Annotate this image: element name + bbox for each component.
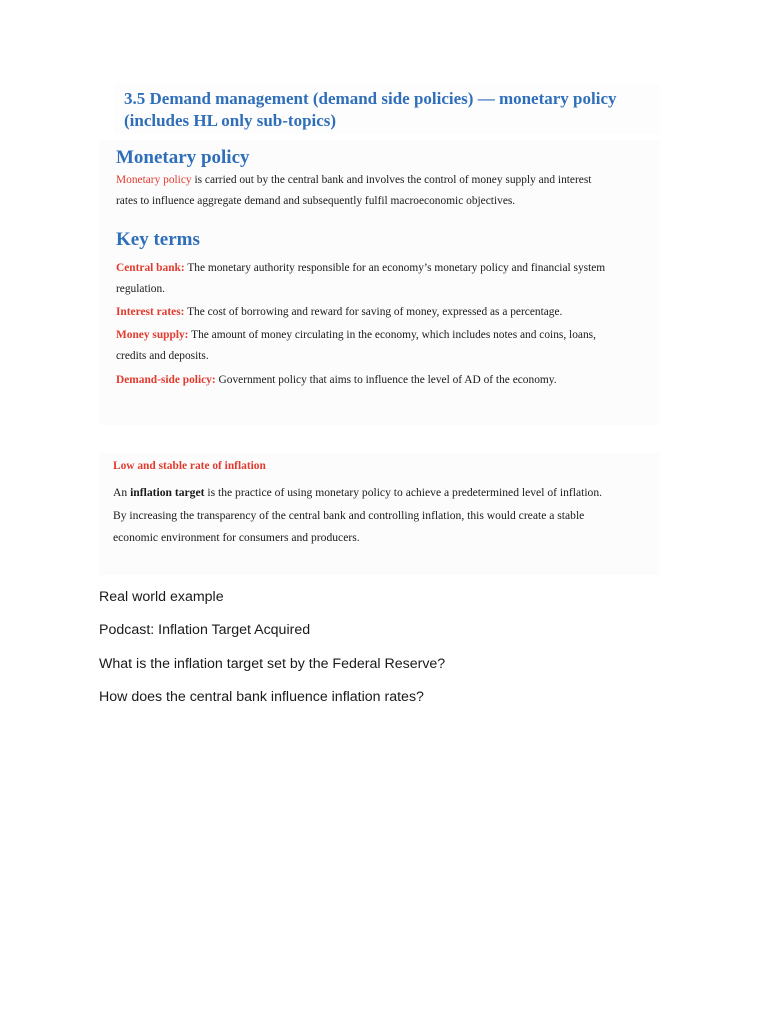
inflation-panel: [99, 453, 660, 575]
podcast-label: Podcast: Inflation Target Acquired: [99, 622, 311, 638]
title-block: [114, 84, 660, 134]
key-term-definition-cont: credits and deposits.: [116, 350, 209, 362]
key-term-definition: Government policy that aims to influence the level of AD of the economy.: [215, 374, 557, 386]
key-term-definition: The amount of money circulating in the economy, which includes notes and coins, loans,: [188, 329, 596, 341]
question-federal-reserve: What is the inflation target set by the Federal Reserve?: [99, 656, 446, 672]
key-term-interest-rates: [116, 302, 656, 323]
document-title-line1: 3.5 Demand management (demand side policies) — monetary policy: [124, 89, 617, 108]
key-terms-heading: Key terms: [116, 229, 200, 250]
document-title-line2: (includes HL only sub-topics): [124, 111, 337, 130]
key-term-money-supply: [116, 325, 656, 367]
key-term-definition: The monetary authority responsible for an economy’s monetary policy and financial system: [184, 262, 606, 274]
key-term-label: Money supply:: [116, 329, 189, 341]
inflation-line3: economic environment for consumers and producers.: [113, 531, 360, 544]
monetary-policy-heading: Monetary policy: [116, 147, 250, 168]
monetary-policy-definition-part1: is carried out by the central bank and involves the control of money supply and interest: [191, 174, 592, 186]
inflation-intro: An: [113, 486, 131, 499]
key-term-definition: The cost of borrowing and reward for saving of money, expressed as a percentage.: [184, 306, 563, 318]
key-term-label: Demand-side policy:: [116, 374, 216, 386]
inflation-line1-rest: is the practice of using monetary policy to achieve a predetermined level of inflation.: [204, 486, 603, 499]
monetary-policy-panel: [99, 140, 660, 425]
key-term-demand-side-policy: [116, 370, 656, 391]
key-term-label: Interest rates:: [116, 306, 185, 318]
monetary-policy-term: Monetary policy: [116, 174, 192, 186]
document-title: [124, 88, 617, 132]
inflation-paragraph: [113, 482, 658, 550]
inflation-heading: Low and stable rate of inflation: [113, 460, 266, 472]
monetary-policy-definition-part2: rates to influence aggregate demand and subsequently fulfil macroeconomic objectives.: [116, 195, 516, 207]
key-term-central-bank: [116, 258, 656, 300]
monetary-policy-definition: [116, 170, 656, 212]
real-world-example-label: Real world example: [99, 589, 224, 605]
key-term-definition-cont: regulation.: [116, 283, 166, 295]
inflation-line2: By increasing the transparency of the central bank and controlling inflation, this would create a stable: [113, 508, 585, 522]
key-term-label: Central bank:: [116, 262, 185, 274]
question-central-bank: How does the central bank influence inflation rates?: [99, 689, 424, 705]
inflation-target-term: inflation target: [130, 486, 205, 499]
